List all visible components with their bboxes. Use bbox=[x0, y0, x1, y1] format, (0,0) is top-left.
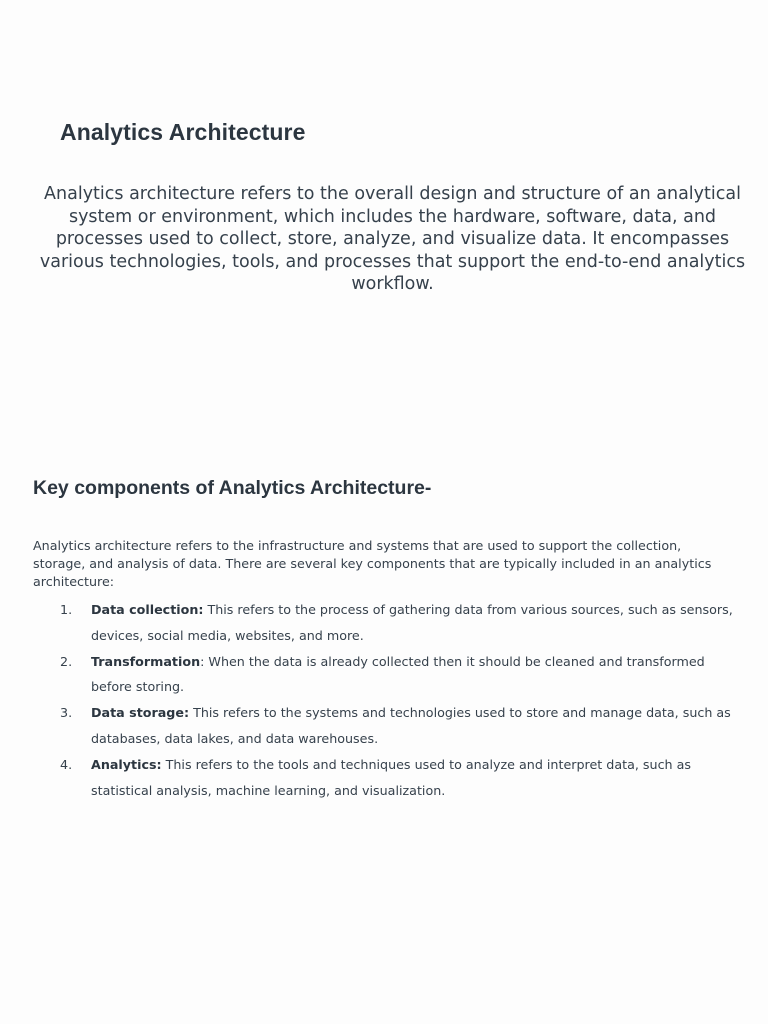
list-item-term: Analytics: bbox=[91, 756, 162, 772]
list-item-description: This refers to the process of gathering data from various sources, such as sensors, devices, social media, websites, and more. bbox=[91, 602, 733, 643]
section-body: Analytics architecture refers to the infrastructure and systems that are used to support the collection, storage, and analysis of data. There are several key components that are typically included in an analytics architecture: bbox=[33, 538, 712, 589]
list-item-description: This refers to the systems and technologies used to store and manage data, such as databases, data lakes, and data warehouses. bbox=[91, 705, 731, 746]
list-item-description: : When the data is already collected then it should be cleaned and transformed before storing. bbox=[91, 653, 705, 695]
list-item-term: Transformation bbox=[91, 653, 201, 669]
section-heading: Key components of Analytics Architecture- bbox=[33, 477, 432, 499]
list-item bbox=[33, 752, 733, 804]
list-item bbox=[33, 597, 733, 649]
list-item-number: 1. bbox=[60, 602, 73, 617]
list-item-number: 4. bbox=[60, 756, 73, 772]
list-item-number: 3. bbox=[60, 705, 73, 721]
list-item bbox=[33, 700, 733, 752]
list-item-term: Data storage: bbox=[91, 705, 190, 721]
intro-paragraph: Analytics architecture refers to the overall design and structure of an analytical system or environment, which includes the hardware, software, data, and processes used to collect, store, analyze, and visualize data. It encompasses various technologies, tools, and processes that support the end-to-end analytics workflow. bbox=[39, 184, 746, 294]
list-item-description: This refers to the tools and techniques used to analyze and interpret data, such as statistical analysis, machine learning, and visualization. bbox=[91, 756, 691, 798]
list-item-number: 2. bbox=[60, 653, 73, 669]
components-list bbox=[33, 597, 733, 803]
list-item bbox=[33, 649, 733, 701]
list-item-term: Data collection: bbox=[91, 602, 204, 617]
page-title: Analytics Architecture bbox=[60, 119, 306, 145]
